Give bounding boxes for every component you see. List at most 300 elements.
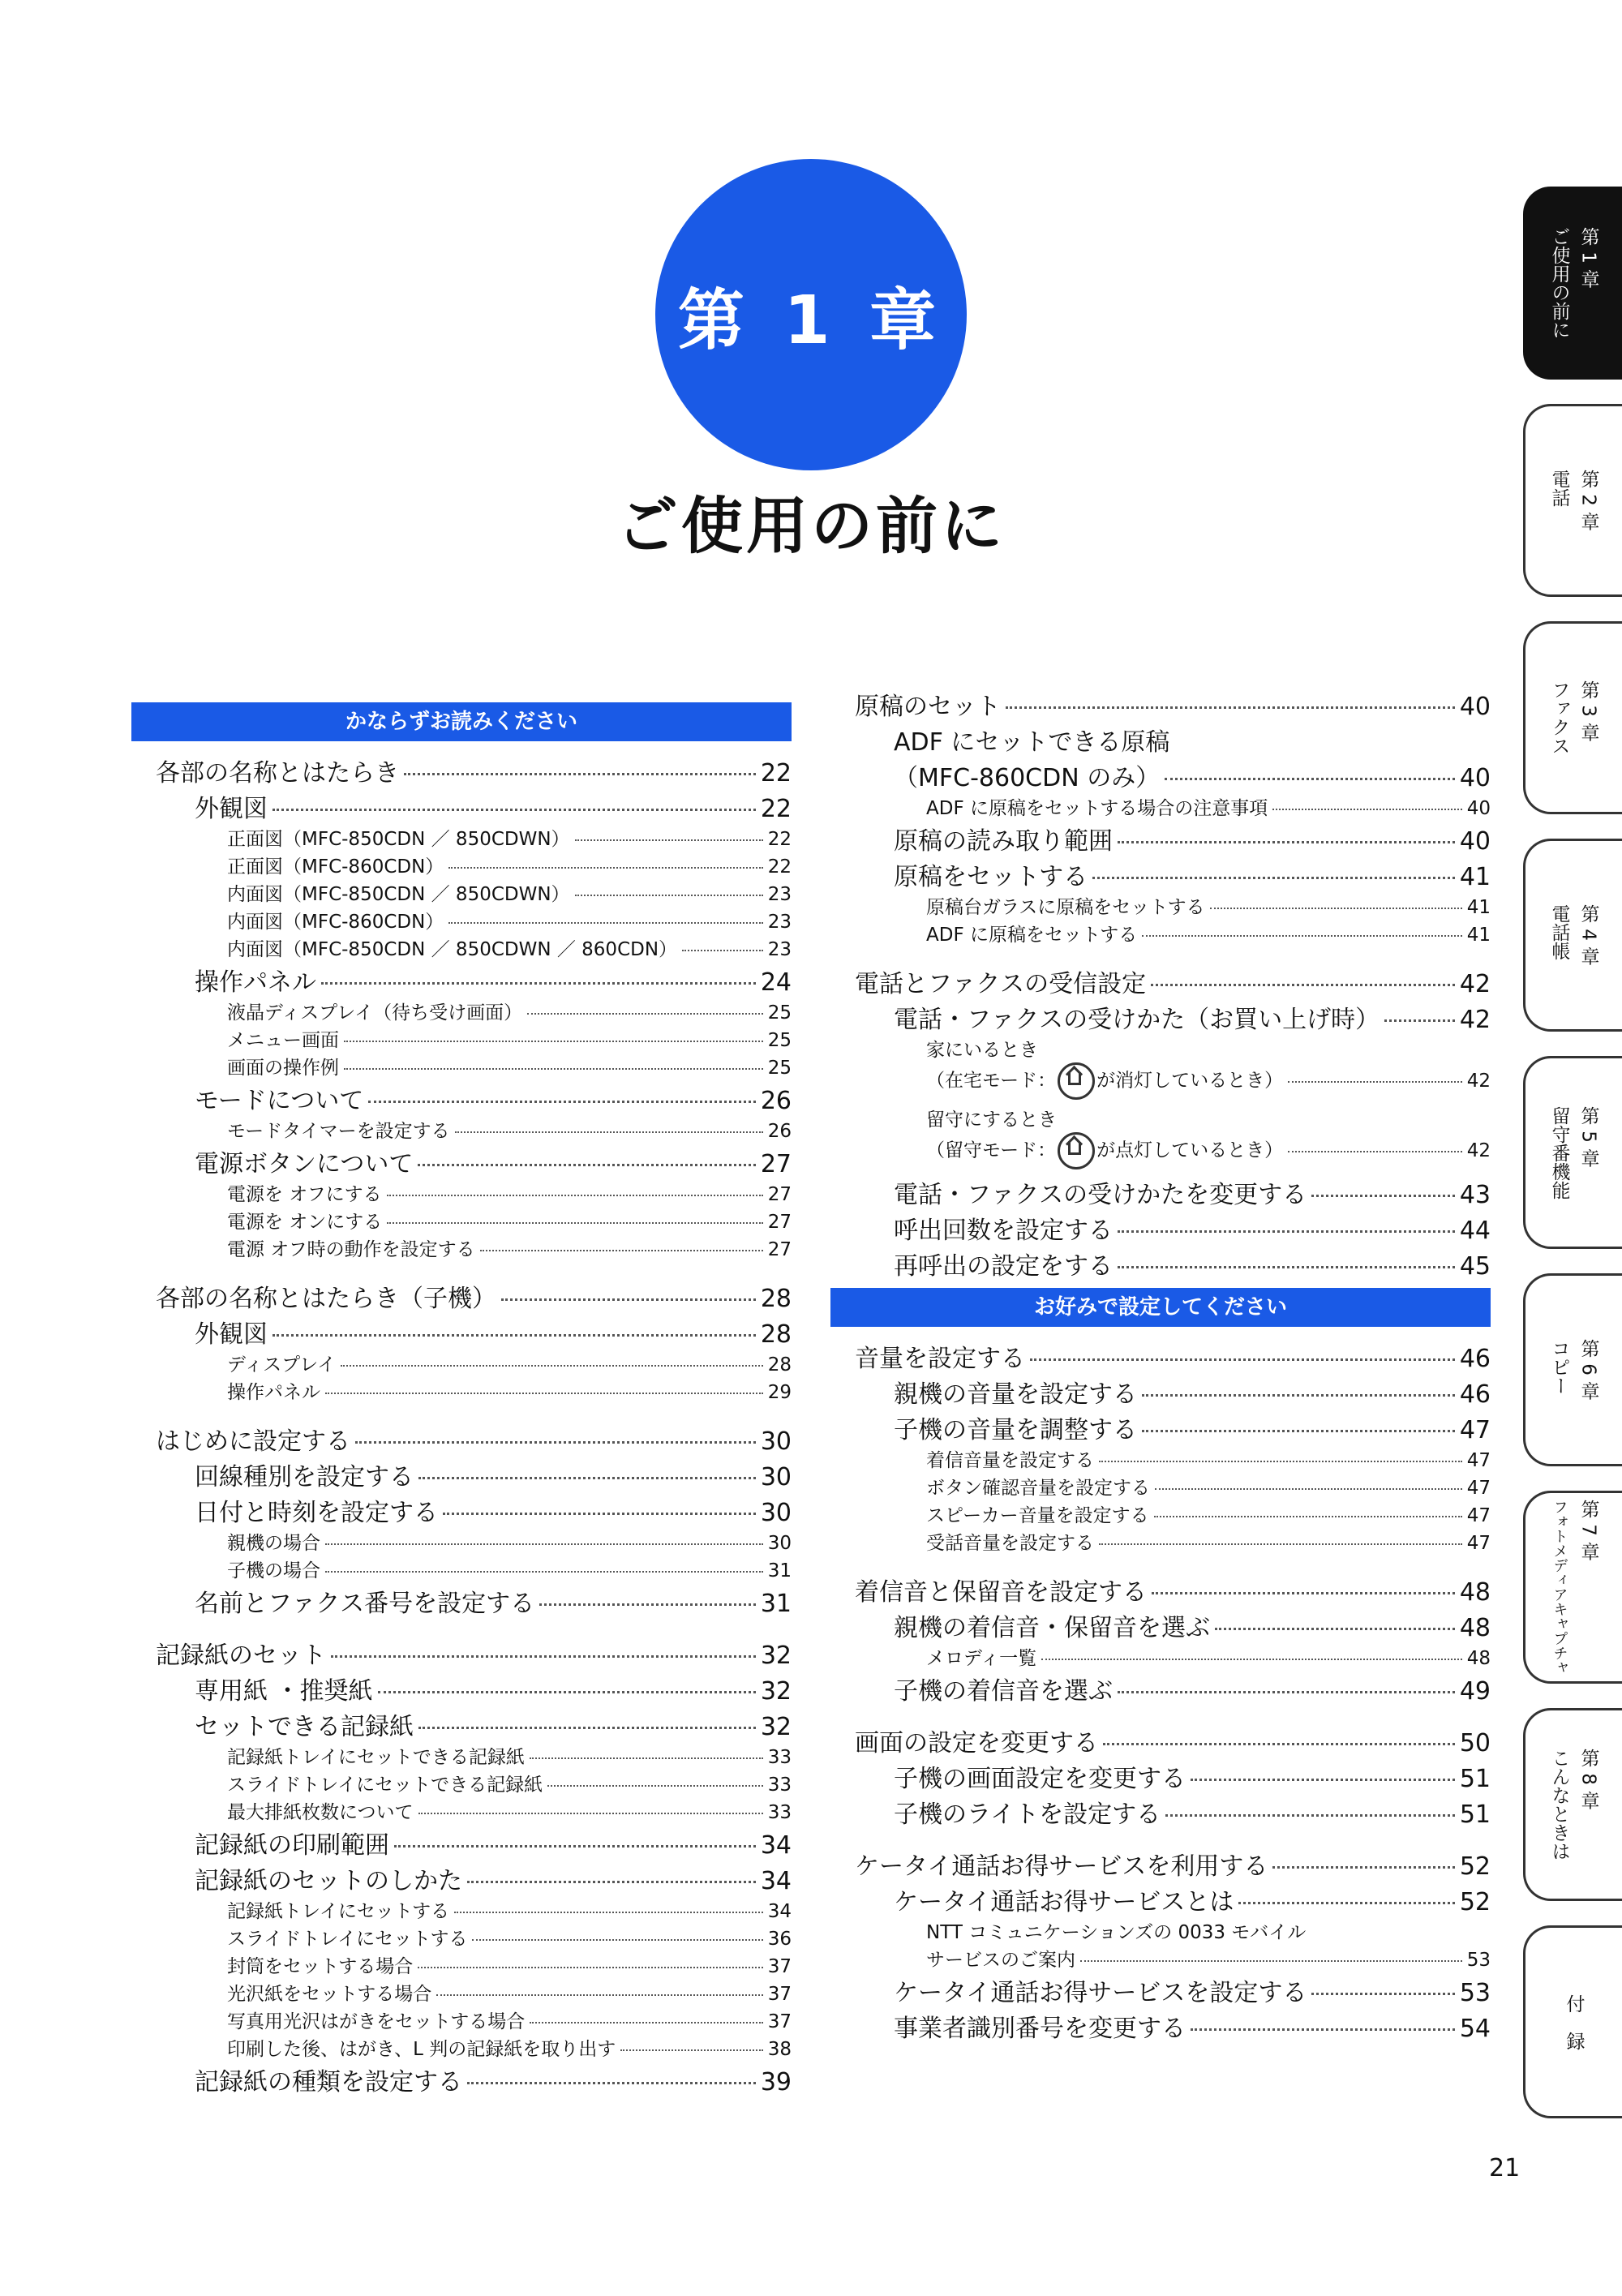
toc-entry[interactable] — [830, 1758, 1491, 1794]
toc-entry-title — [195, 1492, 438, 1528]
toc-entry[interactable] — [830, 2008, 1491, 2044]
toc-entry[interactable] — [131, 1457, 792, 1492]
toc-entry-title-text: 親機の着信音・保留音を選ぶ — [894, 1614, 1210, 1642]
chapter-tab-name: 電話帳 — [1548, 904, 1570, 961]
toc-entry[interactable] — [131, 962, 792, 998]
toc-entry[interactable] — [131, 2006, 792, 2034]
answering-mode-icon — [1058, 1062, 1095, 1100]
toc-entry-title — [195, 1860, 462, 1896]
toc-entry-title — [227, 1924, 467, 1951]
toc-entry-title-text: 着信音と保留音を設定する — [855, 1578, 1147, 1607]
toc-entry[interactable] — [131, 1635, 792, 1671]
toc-entry-title — [855, 1723, 1098, 1758]
toc-entry[interactable] — [131, 934, 792, 962]
toc-entry[interactable] — [830, 1210, 1491, 1246]
toc-entry-page: 29 — [767, 1382, 792, 1403]
toc-entry[interactable] — [131, 1825, 792, 1860]
toc-entry-page: 28 — [760, 1320, 792, 1349]
toc-entry-title — [227, 1179, 382, 1206]
chapter-tab-label — [1545, 680, 1603, 755]
toc-entry[interactable] — [830, 1846, 1491, 1882]
toc-entry[interactable] — [830, 920, 1491, 947]
toc-entry[interactable] — [131, 1583, 792, 1619]
toc-entry-page: 31 — [760, 1590, 792, 1618]
toc-entry[interactable] — [830, 1607, 1491, 1643]
toc-entry-page: 33 — [767, 1775, 792, 1796]
toc-right-column — [830, 686, 1491, 2044]
toc-entry-page: 27 — [767, 1184, 792, 1205]
toc-entry-title — [156, 1421, 350, 1457]
toc-entry-title — [894, 1607, 1210, 1643]
chapter-tab-number: 第 6 章 — [1577, 1339, 1599, 1401]
toc-entry-title — [195, 1144, 413, 1179]
toc-entry-title — [227, 1556, 320, 1582]
chapter-tab[interactable] — [1523, 1925, 1622, 2118]
chapter-tab-number: 第 3 章 — [1577, 680, 1599, 742]
toc-entry-page: 22 — [767, 829, 792, 850]
toc-entry-title-text: 封筒をセットする場合 — [227, 1956, 414, 1977]
toc-entry[interactable] — [830, 856, 1491, 892]
toc-entry-page: 22 — [760, 795, 792, 823]
dot-leader — [1080, 1960, 1462, 1962]
toc-entry[interactable] — [131, 1350, 792, 1377]
toc-entry-title-text: スライドトレイにセットできる記録紙 — [227, 1775, 543, 1796]
dot-leader — [1238, 1902, 1454, 1904]
toc-entry-title-text: 子機の音量を調整する — [894, 1416, 1137, 1444]
dot-leader — [368, 1101, 756, 1103]
dot-leader — [1165, 778, 1455, 780]
toc-entry-page: 37 — [767, 1956, 792, 1977]
toc-entry-title-text: （留守モード： — [926, 1139, 1057, 1161]
dot-leader — [530, 2022, 762, 2023]
toc-entry-page: 22 — [760, 759, 792, 788]
dot-leader — [272, 1334, 756, 1337]
toc-entry-title — [227, 1770, 543, 1796]
toc-entry-title — [227, 1207, 382, 1234]
toc-entry-title — [227, 1951, 413, 1978]
toc-entry[interactable] — [131, 1979, 792, 2006]
dot-leader — [454, 1912, 763, 1913]
dot-leader — [387, 1195, 763, 1196]
toc-entry-title — [227, 934, 677, 961]
toc-entry-title — [195, 1706, 414, 1742]
dot-leader — [1191, 1779, 1455, 1781]
toc-entry-title-text: 正面図（MFC-850CDN ／ 850CDWN） — [227, 829, 570, 850]
toc-entry[interactable] — [131, 1314, 792, 1350]
toc-entry-list — [131, 753, 792, 2097]
toc-entry-page: 39 — [760, 2068, 792, 2096]
toc-entry-page: 47 — [1466, 1533, 1491, 1554]
dot-leader — [455, 1131, 763, 1133]
toc-entry-title-text: 記録紙トレイにセットする — [227, 1901, 450, 1922]
toc-entry[interactable] — [830, 999, 1491, 1035]
toc-entry-title — [195, 1457, 414, 1492]
toc-entry-page: 38 — [767, 2039, 792, 2060]
toc-entry-page: 52 — [1459, 1888, 1491, 1916]
dot-leader — [418, 1813, 763, 1814]
toc-entry-title — [926, 1945, 1075, 1972]
toc-entry-title-text: 日付と時刻を設定する — [195, 1499, 438, 1527]
toc-entry[interactable] — [830, 1572, 1491, 1607]
toc-entry-page: 28 — [767, 1354, 792, 1375]
toc-entry-title — [926, 1035, 1038, 1062]
toc-entry-page: 27 — [760, 1150, 792, 1178]
toc-entry-title-text: 留守にするとき — [926, 1109, 1057, 1131]
dot-leader — [331, 1655, 756, 1658]
toc-entry-title — [894, 1972, 1307, 2008]
toc-entry[interactable] — [131, 1924, 792, 1951]
toc-entry-title — [227, 2034, 616, 2061]
toc-entry-title — [195, 788, 268, 824]
toc-entry-page: 49 — [1459, 1677, 1491, 1706]
toc-entry-title — [227, 998, 522, 1024]
toc-entry-title-text: 音量を設定する — [855, 1345, 1025, 1373]
dot-leader — [1142, 1394, 1455, 1397]
toc-entry-title-text: 記録紙のセットのしかた — [195, 1867, 462, 1895]
dot-leader — [1288, 1151, 1462, 1152]
toc-entry-title-text: 専用紙 ・推奨紙 — [195, 1677, 373, 1706]
chapter-tab-number: 第 8 章 — [1577, 1749, 1599, 1810]
toc-entry-title-text: メロディ一覧 — [926, 1648, 1037, 1669]
toc-entry-title — [926, 1132, 1283, 1169]
toc-entry[interactable] — [830, 1500, 1491, 1528]
toc-entry-title — [227, 879, 570, 906]
dot-leader — [575, 839, 763, 841]
toc-entry[interactable] — [830, 1035, 1491, 1062]
toc-entry-title-text: NTT コミュニケーションズの 0033 モバイル — [926, 1922, 1307, 1943]
toc-entry[interactable] — [131, 907, 792, 934]
toc-entry[interactable] — [830, 1917, 1491, 1945]
dot-leader — [418, 1477, 756, 1479]
dot-leader — [321, 982, 756, 985]
toc-entry-page: 54 — [1459, 2015, 1491, 2043]
chapter-badge — [655, 159, 967, 470]
dot-leader — [1099, 1543, 1462, 1545]
section-banner: かならずお読みください — [131, 702, 792, 741]
toc-entry[interactable] — [830, 1473, 1491, 1500]
toc-entry[interactable] — [131, 852, 792, 879]
toc-entry[interactable] — [131, 824, 792, 852]
toc-entry[interactable] — [131, 1951, 792, 1979]
dot-leader — [1092, 877, 1455, 879]
toc-entry-title-text: 呼出回数を設定する — [894, 1217, 1113, 1245]
chapter-tab-label — [1545, 1106, 1603, 1199]
toc-entry[interactable] — [131, 998, 792, 1025]
toc-entry-page: 28 — [760, 1285, 792, 1313]
toc-entry[interactable] — [830, 722, 1491, 757]
toc-entry-page: 37 — [767, 2011, 792, 2032]
toc-entry[interactable] — [131, 1234, 792, 1262]
toc-entry-title-text: メニュー画面 — [227, 1030, 339, 1051]
toc-entry[interactable] — [131, 1377, 792, 1405]
chapter-tab-label — [1545, 1500, 1603, 1675]
toc-entry-title-text: ディスプレイ — [227, 1354, 337, 1375]
toc-entry-title — [227, 1025, 339, 1052]
toc-entry-title — [855, 1572, 1147, 1607]
toc-entry[interactable] — [830, 1972, 1491, 2008]
chapter-tab-label — [1545, 470, 1603, 530]
dot-leader — [472, 1939, 762, 1941]
dot-leader — [1191, 2028, 1455, 2031]
toc-entry[interactable] — [830, 757, 1491, 793]
toc-entry-page: 45 — [1459, 1252, 1491, 1281]
toc-entry[interactable] — [131, 879, 792, 907]
toc-entry-title-text: 各部の名称とはたらき（子機） — [156, 1285, 496, 1313]
toc-entry-title-text: ボタン確認音量を設定する — [926, 1478, 1150, 1499]
toc-entry[interactable] — [131, 1742, 792, 1770]
dot-leader — [1155, 1488, 1462, 1490]
toc-entry-title-text: 各部の名称とはたらき — [156, 759, 399, 788]
toc-entry[interactable] — [830, 1062, 1491, 1105]
toc-entry-title-text: （MFC-860CDN のみ） — [894, 764, 1161, 792]
toc-entry-title — [227, 1528, 320, 1555]
chapter-tab[interactable] — [1523, 1056, 1622, 1249]
toc-entry-title-text: 写真用光沢はがきをセットする場合 — [227, 2011, 526, 2032]
toc-entry-page: 47 — [1466, 1450, 1491, 1471]
toc-entry[interactable] — [830, 1445, 1491, 1473]
dot-leader — [1272, 809, 1461, 810]
toc-entry[interactable] — [830, 1528, 1491, 1556]
dot-leader — [1099, 1461, 1462, 1462]
chapter-tab[interactable] — [1523, 1708, 1622, 1901]
toc-entry-page: 40 — [1459, 827, 1491, 856]
toc-entry-title — [227, 852, 444, 878]
toc-entry-page: 41 — [1459, 863, 1491, 891]
toc-entry-title-text: 原稿をセットする — [894, 863, 1088, 891]
toc-entry-title-text: 原稿の読み取り範囲 — [894, 827, 1113, 856]
toc-entry-title — [894, 1671, 1113, 1706]
dot-leader — [344, 1068, 763, 1070]
toc-entry[interactable] — [131, 1770, 792, 1797]
toc-entry[interactable] — [830, 1723, 1491, 1758]
toc-entry[interactable] — [131, 1860, 792, 1896]
toc-entry-title-text: ケータイ通話お得サービスとは — [894, 1888, 1234, 1916]
dot-leader — [325, 1393, 763, 1394]
chapter-tab-number: 第 7 章 — [1577, 1500, 1599, 1561]
dot-leader — [547, 1785, 763, 1787]
toc-entry-title — [195, 1314, 268, 1350]
toc-entry-title-text: 内面図（MFC-860CDN） — [227, 912, 444, 933]
toc-entry-page: 47 — [1466, 1478, 1491, 1499]
chapter-tab[interactable] — [1523, 621, 1622, 814]
toc-entry[interactable] — [131, 753, 792, 788]
toc-entry[interactable] — [131, 1053, 792, 1080]
toc-entry-title-text: 電話とファクスの受信設定 — [855, 970, 1147, 998]
toc-entry-title-text: 子機の画面設定を変更する — [894, 1765, 1186, 1793]
dot-leader — [620, 2049, 763, 2051]
toc-entry-title-text: ケータイ通話お得サービスを設定する — [894, 1979, 1307, 2007]
toc-entry[interactable] — [830, 1174, 1491, 1210]
toc-entry[interactable] — [131, 788, 792, 824]
dot-leader — [1118, 841, 1455, 843]
toc-entry-title — [926, 1643, 1036, 1670]
toc-entry[interactable] — [131, 1278, 792, 1314]
toc-entry-title — [227, 1116, 450, 1143]
toc-entry-title — [926, 892, 1205, 919]
toc-entry-title-text: サービスのご案内 — [926, 1950, 1075, 1971]
toc-entry[interactable] — [131, 1207, 792, 1234]
toc-entry[interactable] — [830, 1945, 1491, 1972]
chapter-tab[interactable] — [1523, 1273, 1622, 1466]
toc-entry[interactable] — [830, 1671, 1491, 1706]
toc-entry-page: 27 — [767, 1239, 792, 1260]
toc-entry-page: 30 — [767, 1533, 792, 1554]
toc-entry[interactable] — [830, 892, 1491, 920]
toc-entry-title — [894, 999, 1380, 1035]
dot-leader — [1311, 1993, 1454, 1995]
chapter-tab-number: 第 1 章 — [1577, 227, 1599, 289]
dot-leader — [1384, 1019, 1455, 1022]
toc-entry[interactable] — [830, 1338, 1491, 1374]
toc-entry[interactable] — [830, 1882, 1491, 1917]
toc-entry-page: 23 — [767, 884, 792, 905]
toc-entry[interactable] — [830, 1132, 1491, 1174]
toc-entry-page: 25 — [767, 1002, 792, 1024]
toc-entry-title — [926, 1528, 1094, 1555]
toc-entry-title — [926, 1062, 1283, 1100]
toc-entry-title-text: 電源を オフにする — [227, 1184, 382, 1205]
toc-entry[interactable] — [131, 1556, 792, 1583]
chapter-tab[interactable] — [1523, 1491, 1622, 1684]
dot-leader — [1103, 1743, 1455, 1745]
toc-entry[interactable] — [830, 821, 1491, 856]
toc-entry-page: 51 — [1459, 1800, 1491, 1829]
toc-entry-title-text: が点灯しているとき） — [1096, 1139, 1284, 1161]
toc-entry[interactable] — [131, 1144, 792, 1179]
dot-leader — [575, 895, 763, 896]
toc-entry-page: 32 — [760, 1713, 792, 1741]
toc-entry-title — [156, 753, 399, 788]
dot-leader — [480, 1250, 763, 1251]
toc-entry-page: 31 — [767, 1560, 792, 1581]
toc-entry-title — [894, 1410, 1137, 1445]
toc-entry[interactable] — [131, 1080, 792, 1116]
dot-leader — [682, 950, 763, 951]
chapter-tab[interactable] — [1523, 404, 1622, 597]
toc-entry[interactable] — [830, 1794, 1491, 1830]
toc-entry[interactable] — [830, 1105, 1491, 1132]
dot-leader — [1152, 1592, 1455, 1594]
toc-entry-title-text: 回線種別を設定する — [195, 1463, 414, 1491]
toc-entry[interactable] — [131, 1528, 792, 1556]
toc-entry[interactable] — [131, 1797, 792, 1825]
toc-entry-title-text: 画面の設定を変更する — [855, 1729, 1098, 1757]
toc-entry[interactable] — [131, 2062, 792, 2097]
toc-entry-title-text: はじめに設定する — [156, 1427, 350, 1456]
toc-entry-title-text: 再呼出の設定をする — [894, 1252, 1113, 1281]
dot-leader — [1006, 706, 1455, 709]
toc-entry[interactable] — [131, 1896, 792, 1924]
toc-entry-title — [855, 686, 1001, 722]
toc-entry[interactable] — [830, 1374, 1491, 1410]
toc-entry-title — [195, 1825, 389, 1860]
chapter-tab-name: ファクス — [1548, 680, 1570, 755]
toc-entry-title-text: 原稿台ガラスに原稿をセットする — [926, 897, 1205, 918]
toc-entry-title-text: 光沢紙をセットする場合 — [227, 1984, 432, 2005]
toc-entry-page: 34 — [767, 1901, 792, 1922]
toc-entry-title-text: 正面図（MFC-860CDN） — [227, 856, 444, 878]
toc-entry-page: 25 — [767, 1058, 792, 1079]
chapter-tab-label — [1545, 1749, 1603, 1860]
toc-entry[interactable] — [131, 1025, 792, 1053]
dot-leader — [1210, 908, 1462, 909]
chapter-title: ご使用の前に — [616, 490, 1006, 562]
toc-entry-title — [855, 963, 1146, 999]
toc-entry[interactable] — [830, 686, 1491, 722]
toc-entry-page: 42 — [1459, 1006, 1491, 1034]
toc-entry[interactable] — [131, 1116, 792, 1144]
toc-entry[interactable] — [830, 1410, 1491, 1445]
toc-entry-title-text: 子機の着信音を選ぶ — [894, 1677, 1113, 1706]
toc-entry-page: 30 — [760, 1499, 792, 1527]
toc-entry-page: 44 — [1459, 1217, 1491, 1245]
toc-entry[interactable] — [131, 1492, 792, 1528]
toc-entry-title-text: ADF にセットできる原稿 — [894, 728, 1170, 757]
toc-entry-title — [894, 856, 1088, 892]
dot-leader — [355, 1441, 756, 1444]
toc-entry[interactable] — [131, 1671, 792, 1706]
toc-entry[interactable] — [131, 1421, 792, 1457]
toc-entry-title-text: 受話音量を設定する — [926, 1533, 1094, 1554]
dot-leader — [1272, 1866, 1454, 1869]
toc-entry-page: 24 — [760, 968, 792, 997]
toc-entry-title — [894, 821, 1113, 856]
toc-entry[interactable] — [830, 1246, 1491, 1281]
chapter-badge-label: 第 1 章 — [677, 281, 945, 359]
toc-entry-page: 32 — [760, 1677, 792, 1706]
dot-leader — [448, 922, 762, 924]
dot-leader — [272, 809, 756, 811]
toc-entry[interactable] — [131, 1179, 792, 1207]
toc-entry-page: 34 — [760, 1831, 792, 1860]
dot-leader — [1118, 1230, 1455, 1233]
toc-entry-title — [227, 824, 570, 851]
toc-entry-page: 48 — [1466, 1648, 1491, 1669]
toc-entry-title — [195, 1583, 534, 1619]
toc-entry[interactable] — [131, 1706, 792, 1742]
toc-entry-title — [227, 1742, 525, 1769]
toc-entry-title-text: 事業者識別番号を変更する — [894, 2015, 1186, 2043]
toc-entry[interactable] — [131, 2034, 792, 2062]
toc-entry-page: 30 — [760, 1463, 792, 1491]
chapter-tab-label — [1560, 1994, 1589, 2050]
toc-entry-title-text: 操作パネル — [227, 1382, 320, 1403]
dot-leader — [527, 1013, 763, 1015]
toc-entry-title-text: 内面図（MFC-850CDN ／ 850CDWN） — [227, 884, 570, 905]
toc-entry-title-text: スライドトレイにセットする — [227, 1929, 468, 1950]
toc-entry-page: 40 — [1459, 693, 1491, 721]
toc-entry-title — [894, 1246, 1113, 1281]
toc-entry-title-text: モードタイマーを設定する — [227, 1121, 450, 1142]
chapter-tab[interactable] — [1523, 839, 1622, 1032]
toc-entry[interactable] — [830, 793, 1491, 821]
chapter-tab-name: 留守番機能 — [1548, 1105, 1570, 1199]
toc-entry-page: 40 — [1459, 764, 1491, 792]
toc-entry-title — [227, 1234, 475, 1261]
dot-leader — [1030, 1358, 1455, 1361]
toc-entry-title — [156, 1278, 496, 1314]
toc-entry-title — [227, 1377, 320, 1404]
toc-entry[interactable] — [830, 1643, 1491, 1671]
toc-entry-page: 48 — [1459, 1614, 1491, 1642]
toc-entry-title — [227, 1979, 431, 2006]
toc-entry[interactable] — [830, 963, 1491, 999]
toc-entry-page: 23 — [767, 939, 792, 960]
chapter-tab[interactable] — [1523, 187, 1622, 380]
toc-entry-title-text: セットできる記録紙 — [195, 1713, 414, 1741]
toc-entry-title-text: 印刷した後、はがき、L 判の記録紙を取り出す — [227, 2039, 616, 2060]
toc-entry-title-text: 記録紙の印刷範囲 — [195, 1831, 389, 1860]
